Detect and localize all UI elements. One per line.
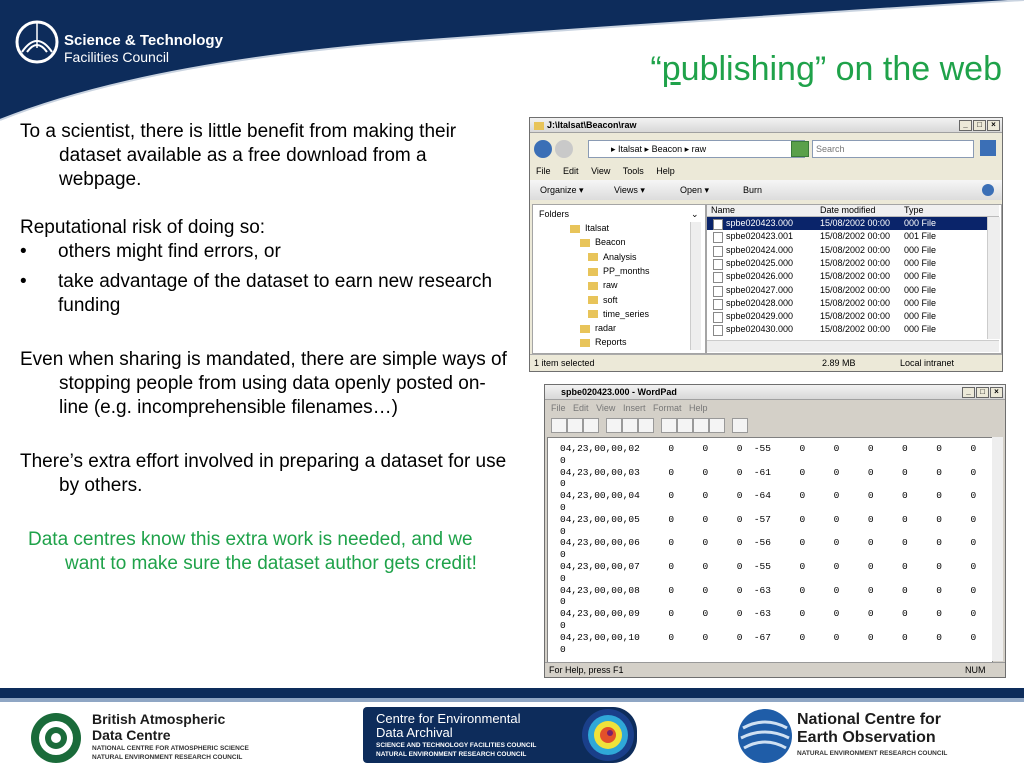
file-row[interactable] [707,217,987,230]
save-icon[interactable] [583,418,599,433]
views-button[interactable]: Views ▾ [614,185,645,195]
org-name-line1: Science & Technology [64,32,223,49]
file-name: spbe020426.000 [726,271,794,282]
search-input[interactable]: Search [812,140,974,158]
file-name: spbe020425.000 [726,257,794,268]
text-line: 04,23,00,00,03 0 0 0 -61 0 0 0 0 0 0 [560,466,977,478]
wordpad-text [560,443,980,659]
text-line: 04,23,00,00,07 0 0 0 -55 0 0 0 0 0 0 [560,560,977,572]
text-line-wrap: 0 [560,478,566,490]
ceda-globe-icon [580,707,636,763]
file-row[interactable] [707,244,987,257]
help-icon[interactable] [982,184,994,196]
text-line: 04,23,00,00,04 0 0 0 -64 0 0 0 0 0 0 [560,490,977,502]
ceda-name-line1: Centre for Environmental [376,711,521,726]
text-line-wrap: 0 [560,572,566,584]
open-icon[interactable] [567,418,583,433]
badc-name-line1: British Atmospheric [92,711,226,727]
folder-icon [534,122,544,130]
column-type[interactable]: Type [904,205,924,215]
tree-item-label: Reports [595,337,627,348]
menu-edit[interactable]: Edit [563,166,579,176]
file-type: 000 File [904,284,937,295]
paragraph-risk: Reputational risk of doing so: [20,217,266,238]
nceo-name-line1: National Centre for [797,711,942,728]
explorer-window [529,117,1003,372]
folder-icon [570,225,580,233]
column-name[interactable]: Name [711,205,736,215]
text-line-wrap: 0 [560,501,566,513]
paragraph-effort: There’s extra effort involved in preparing a dataset for use by others. [20,451,507,496]
file-row[interactable] [707,310,987,323]
text-line: 04,23,00,00,08 0 0 0 -63 0 0 0 0 0 0 [560,584,977,596]
menu-view[interactable]: View [596,403,616,413]
text-line-wrap: 0 [560,454,566,466]
status-size: 2.89 MB [822,358,856,368]
file-type: 000 File [904,257,937,268]
file-date: 15/08/2002 00:00 [820,257,891,268]
file-icon [713,219,723,230]
file-name: spbe020430.000 [726,324,794,335]
refresh-button[interactable] [791,141,809,157]
wordpad-scrollbar[interactable] [992,437,1003,661]
wordpad-window [544,384,1006,678]
text-line: 04,23,00,00,09 0 0 0 -63 0 0 0 0 0 0 [560,608,977,620]
tree-item-label: Italsat [585,223,610,233]
paragraph-mandate: Even when sharing is mandated, there are simple ways of stopping people from using data openly posted on-line (e.g. incomprehensible filenames…) [20,349,507,418]
file-list-scrollbar[interactable] [987,217,1000,339]
new-icon[interactable] [551,418,567,433]
file-name: spbe020429.000 [726,311,794,322]
folder-icon [588,253,598,261]
file-name: spbe020428.000 [726,297,794,308]
file-list-header [707,205,999,217]
badc-name-line2: Data Centre [92,727,171,743]
undo-icon[interactable] [709,418,725,433]
tree-item-label: time_series [603,308,650,319]
folder-icon [580,339,590,347]
column-date[interactable]: Date modified [820,205,876,215]
file-list [707,217,987,339]
maximize-button[interactable]: □ [973,120,986,131]
text-line: 04,23,00,00,02 0 0 0 -55 0 0 0 0 0 0 [560,443,977,454]
file-icon [713,232,723,243]
folder-icon [580,325,590,333]
file-name: spbe020424.000 [726,244,794,255]
print-preview-icon[interactable] [622,418,638,433]
explorer-menubar [536,166,675,176]
print-icon[interactable] [606,418,622,433]
file-date: 15/08/2002 00:00 [820,284,891,295]
text-line-wrap: 0 [560,525,566,537]
file-row[interactable] [707,323,987,336]
forward-button[interactable] [555,140,573,158]
text-line-wrap: 0 [560,619,566,631]
explorer-titlebar: J:\Italsat\Beacon\raw _ □ × [530,118,1002,133]
tree-item[interactable] [580,236,700,249]
file-name: spbe020423.001 [726,231,794,242]
badc-subtitle1: NATIONAL CENTRE FOR ATMOSPHERIC SCIENCE [92,745,249,752]
tree-item-label: Analysis [603,251,637,262]
file-type: 000 File [904,311,937,322]
menu-help[interactable]: Help [689,403,708,413]
find-icon[interactable] [638,418,654,433]
badc-subtitle2: NATURAL ENVIRONMENT RESEARCH COUNCIL [92,754,243,761]
text-line-wrap: 0 [560,596,566,608]
organize-button[interactable]: Organize ▾ [540,185,584,195]
menu-tools[interactable]: Tools [622,166,644,176]
org-name-line2: Facilities Council [64,49,170,65]
bullet-item: • take advantage of the dataset to earn new research funding [20,271,493,316]
text-line-wrap: 0 [560,643,566,655]
text-line: 04,23,00,00,06 0 0 0 -56 0 0 0 0 0 0 [560,537,977,549]
chevron-down-icon[interactable]: ⌄ [691,209,699,219]
text-line: 04,23,00,00,10 0 0 0 -67 0 0 0 0 0 0 [560,631,977,643]
status-help: For Help, press F1 [549,665,624,675]
file-type: 000 File [904,324,937,335]
folders-label: Folders [539,209,570,219]
burn-button[interactable]: Burn [743,185,763,195]
folder-icon [588,296,598,304]
file-date: 15/08/2002 00:00 [820,324,891,335]
folder-icon [588,268,598,276]
file-row[interactable] [707,230,987,243]
file-type: 000 File [904,271,937,282]
file-row[interactable] [707,284,987,297]
menu-edit[interactable]: Edit [573,403,589,413]
maximize-button[interactable]: □ [976,387,989,398]
file-type: 000 File [904,244,937,255]
date-time-icon[interactable] [732,418,748,433]
ceda-subtitle2: NATURAL ENVIRONMENT RESEARCH COUNCIL [376,751,527,758]
close-button[interactable]: × [987,120,1000,131]
bullet-item: • others might find errors, or [20,241,281,262]
menu-view[interactable]: View [591,166,611,176]
file-row[interactable] [707,270,987,283]
file-icon [713,272,723,283]
minimize-button[interactable]: _ [962,387,975,398]
open-button[interactable]: Open ▾ [680,185,710,195]
menu-help[interactable]: Help [656,166,675,176]
close-button[interactable]: × [990,387,1003,398]
file-type: 000 File [904,297,937,308]
footer-bar [0,688,1024,698]
ceda-subtitle1: SCIENCE AND TECHNOLOGY FACILITIES COUNCIL [376,742,537,749]
slide-body [20,120,510,576]
nceo-name-line2: Earth Observation [797,729,936,746]
search-icon[interactable] [980,140,996,156]
file-row[interactable] [707,257,987,270]
tree-item[interactable] [570,222,690,235]
tree-item-label: raw [603,280,618,291]
copy-icon[interactable] [677,418,693,433]
paragraph-benefit: To a scientist, there is little benefit from making their dataset available as a free download from a webpage. [20,121,457,190]
menu-format[interactable]: Format [652,403,682,413]
badc-logo-icon [26,710,86,766]
footer-stripe [0,698,1024,702]
file-date: 15/08/2002 00:00 [820,231,891,242]
menu-file[interactable]: File [536,166,551,176]
slide-title: “publishing” on the web [650,50,1002,88]
nceo-globe-icon [735,706,795,766]
folders-scrollbar[interactable] [690,222,701,350]
tree-item[interactable] [580,322,700,335]
folder-icon [588,310,598,318]
file-name: spbe020423.000 [726,218,794,228]
tree-item-label: PP_months [603,265,650,276]
file-name: spbe020427.000 [726,284,794,295]
menu-insert[interactable]: Insert [622,403,646,413]
file-type: 001 File [904,231,937,242]
menu-file[interactable]: File [551,403,566,413]
file-date: 15/08/2002 00:00 [820,271,891,282]
file-icon [713,299,723,310]
explorer-statusbar [530,354,1002,371]
paste-icon[interactable] [693,418,709,433]
file-icon [713,325,723,336]
address-bar[interactable]: ▸ Italsat ▸ Beacon ▸ raw [588,140,805,158]
status-selection: 1 item selected [534,358,595,368]
file-icon [713,246,723,257]
wordpad-statusbar [545,662,1005,677]
file-date: 15/08/2002 00:00 [820,311,891,322]
cut-icon[interactable] [661,418,677,433]
text-line: 04,23,00,00,05 0 0 0 -57 0 0 0 0 0 0 [560,513,977,525]
file-date: 15/08/2002 00:00 [820,297,891,308]
file-icon [713,259,723,270]
file-date: 15/08/2002 00:00 [820,218,891,228]
file-list-hscrollbar[interactable] [707,340,999,352]
wordpad-menubar [551,403,708,413]
tree-item-label: radar [595,323,617,334]
tree-item-label: soft [603,294,618,305]
status-num: NUM [965,665,986,675]
file-date: 15/08/2002 00:00 [820,244,891,255]
text-line-wrap: 0 [560,549,566,561]
folder-icon [580,239,590,247]
folder-icon [588,282,598,290]
status-zone: Local intranet [900,358,955,368]
file-type: 000 File [904,218,937,228]
minimize-button[interactable]: _ [959,120,972,131]
tree-item-label: Beacon [595,237,626,248]
file-row[interactable] [707,297,987,310]
tree-item[interactable] [580,336,700,349]
back-button[interactable] [534,140,552,158]
file-icon [713,312,723,323]
explorer-toolbar [530,180,1002,200]
wordpad-titlebar: spbe020423.000 - WordPad _ □ × [545,385,1005,400]
file-icon [713,286,723,297]
nceo-subtitle: NATURAL ENVIRONMENT RESEARCH COUNCIL [797,750,948,757]
ceda-name-line2: Data Archival [376,725,453,740]
paragraph-credit: Data centres know this extra work is needed, and we want to make sure the dataset author gets credit! [28,529,477,574]
